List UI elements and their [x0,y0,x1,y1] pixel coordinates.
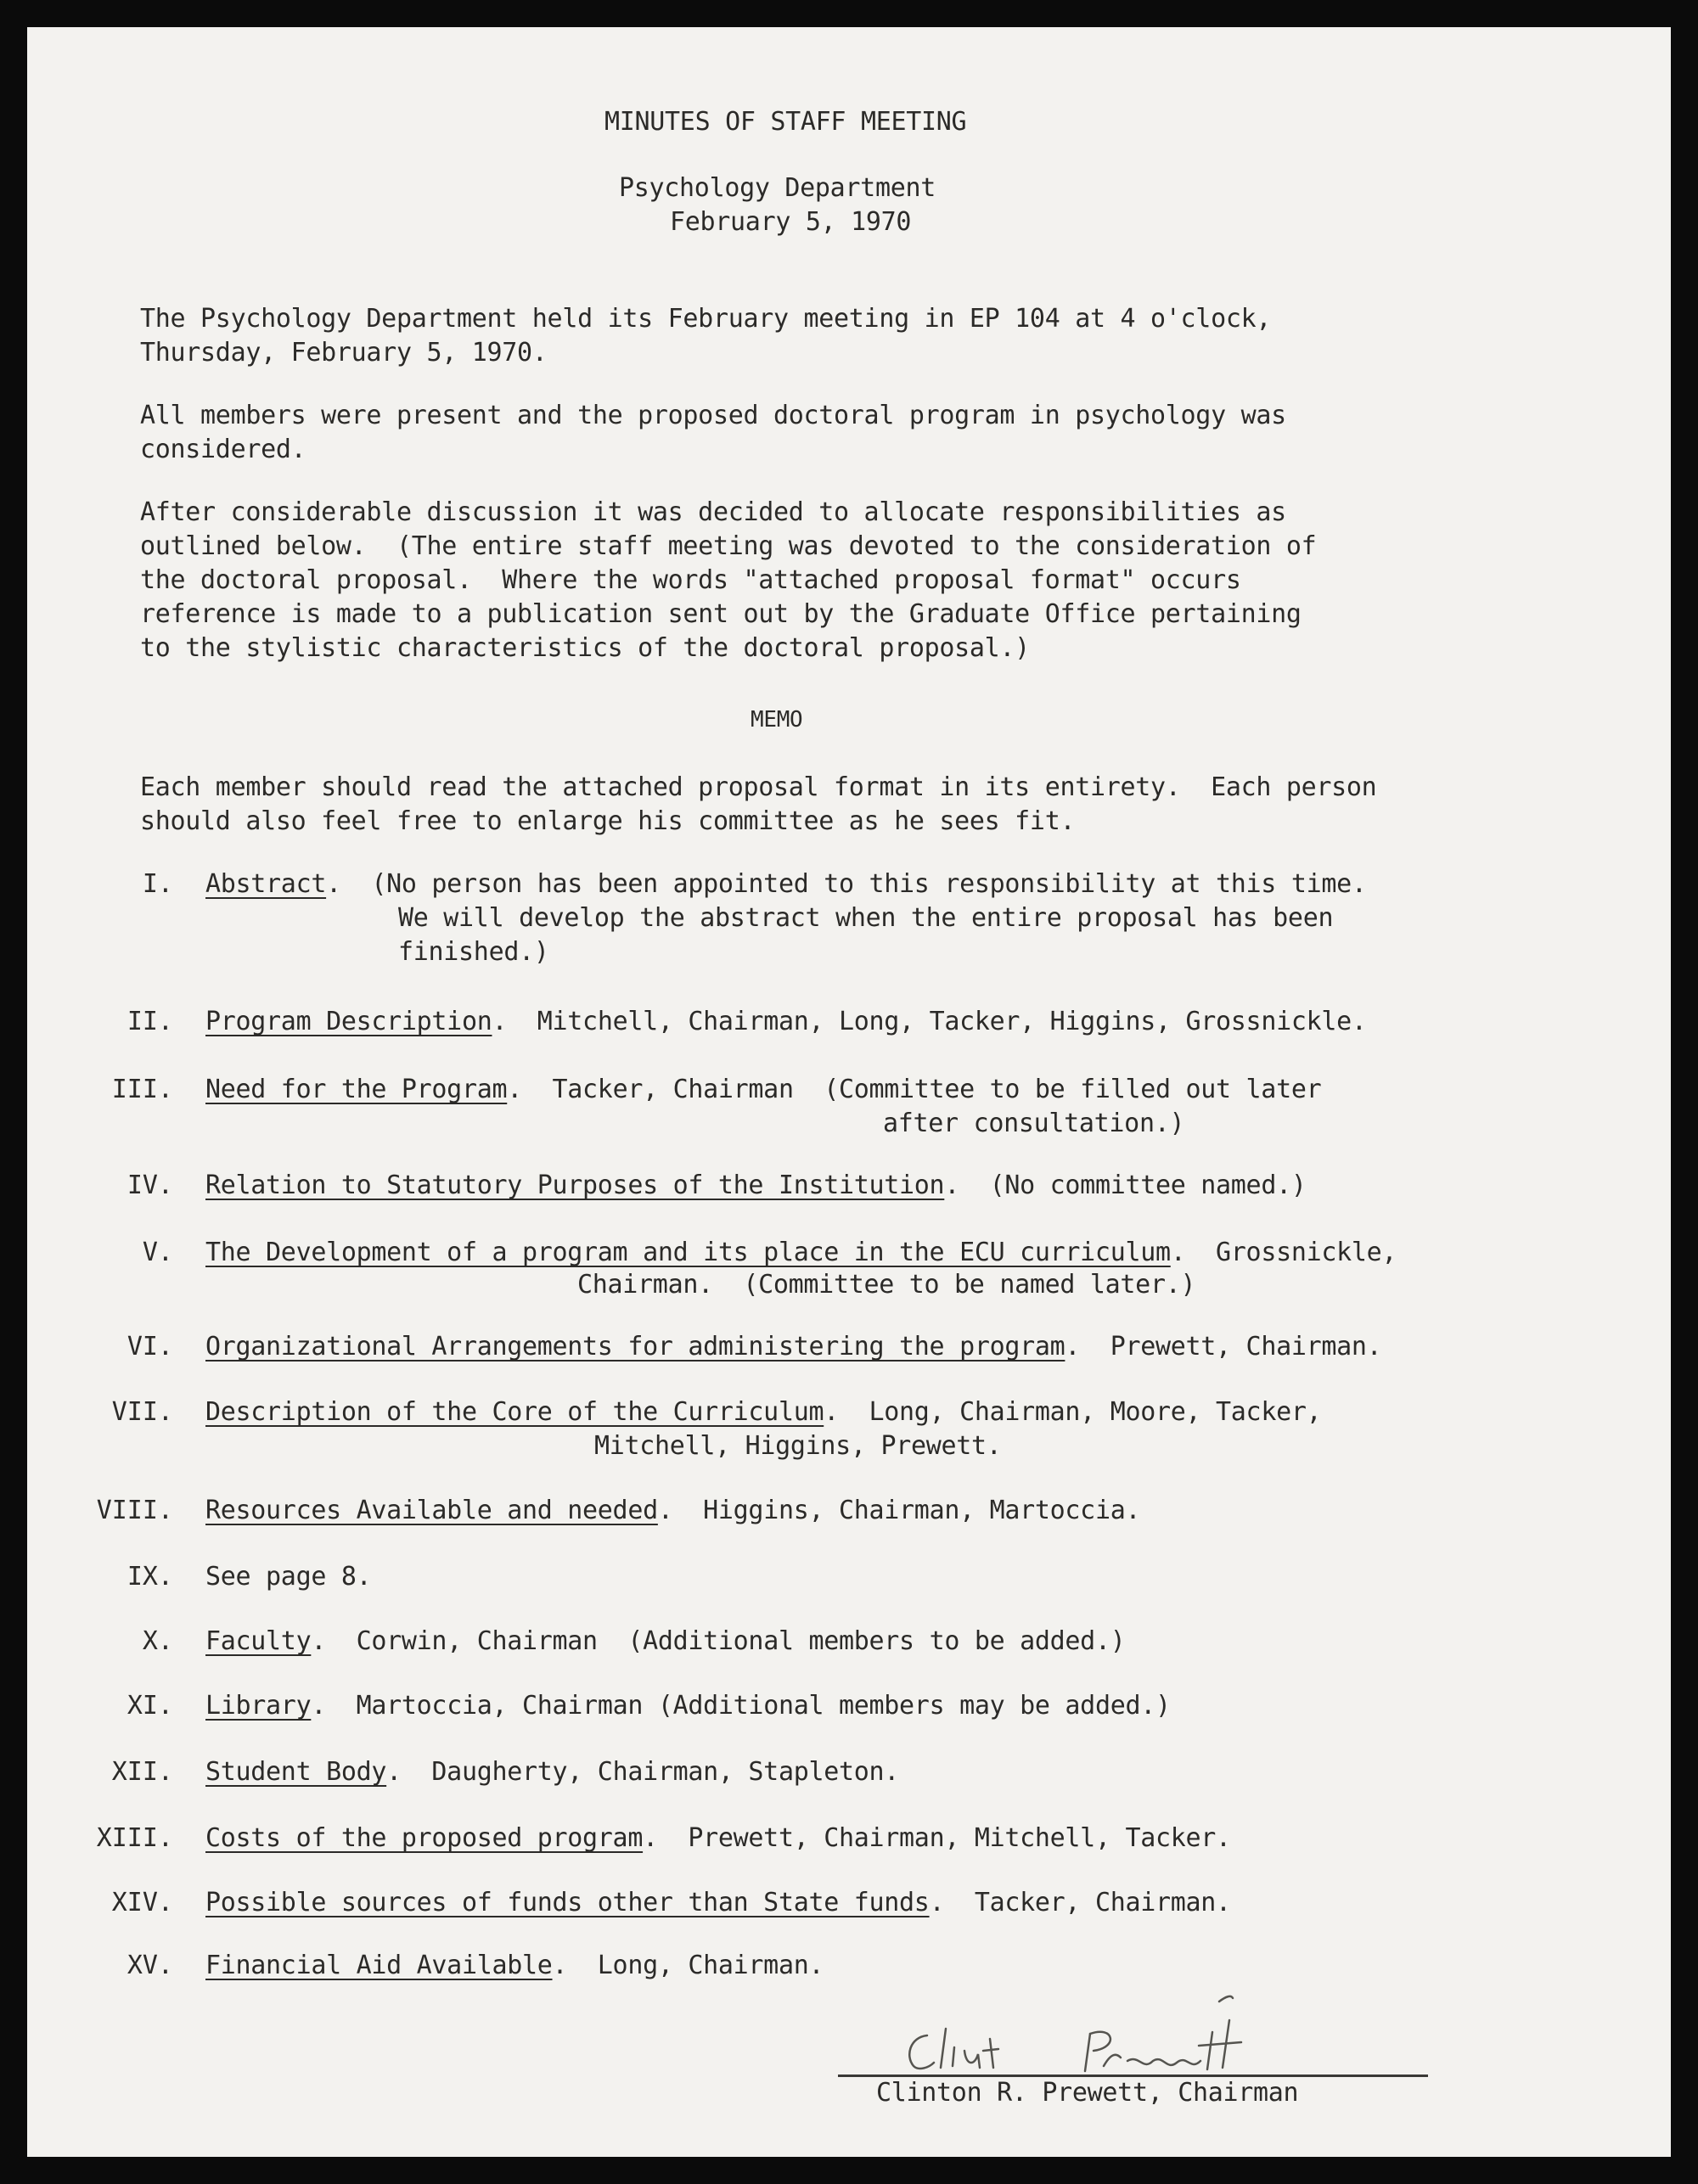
item-number: XIV. [111,1888,173,1917]
item-text: . Prewett, Chairman. [1065,1332,1382,1361]
item-text: . (No person has been appointed to this responsibility at this time. [326,869,1367,899]
department-name: Psychology Department [619,173,936,203]
paragraph-line: After considerable discussion it was decided to allocate responsibilities as [140,497,1286,527]
meeting-date: February 5, 1970 [670,207,912,237]
list-item [205,1755,899,1789]
document-page [27,27,1671,2157]
list-item [205,1949,824,1983]
list-item [205,1073,1321,1107]
list-item [205,1494,1140,1528]
paragraph-line: the doctoral proposal. Where the words "attached proposal format" occurs [140,565,1241,595]
item-text: . (No committee named.) [944,1171,1307,1200]
paragraph-line: outlined below. (The entire staff meeting was devoted to the consideration of [140,531,1317,561]
signatory-name: Clinton R. Prewett, Chairman [876,2078,1299,2108]
item-title: Costs of the proposed program [205,1823,644,1853]
item-title: Library [205,1691,312,1721]
item-text: . Tacker, Chairman. [929,1888,1231,1917]
item-text: . Grossnickle, [1170,1238,1397,1267]
item-text: . Higgins, Chairman, Martoccia. [657,1496,1141,1525]
list-item [205,1169,1307,1203]
list-item [205,1236,1397,1270]
list-item [205,1625,1125,1659]
item-continuation: Mitchell, Higgins, Prewett. [594,1431,1002,1461]
item-number: VIII. [96,1496,173,1525]
paragraph-line: reference is made to a publication sent out by the Graduate Office pertaining [140,599,1302,629]
item-title: Possible sources of funds other than State funds [205,1888,930,1917]
list-item [205,867,1367,901]
item-continuation: We will develop the abstract when the entire proposal has been [398,903,1334,933]
list-item [205,1395,1321,1429]
item-number: III. [111,1075,173,1104]
item-number: IX. [127,1562,173,1592]
item-title: Relation to Statutory Purposes of the Institution [205,1171,945,1200]
item-title: Financial Aid Available [205,1951,553,1980]
item-number: XI. [127,1691,173,1721]
item-continuation: after consultation.) [883,1109,1185,1138]
item-continuation: finished.) [398,937,549,967]
list-item [205,1560,371,1594]
document-title: MINUTES OF STAFF MEETING [604,107,967,137]
item-text: . Long, Chairman. [552,1951,824,1980]
handwritten-signature [893,1995,1369,2080]
item-text: . Prewett, Chairman, Mitchell, Tacker. [643,1823,1231,1853]
item-text: See page 8. [205,1562,372,1592]
paragraph-line: The Psychology Department held its February meeting in EP 104 at 4 o'clock, [140,304,1272,334]
paragraph-line: to the stylistic characteristics of the doctoral proposal.) [140,633,1030,663]
item-number: V. [142,1238,173,1267]
paragraph-line: All members were present and the proposed doctoral program in psychology was [140,401,1286,430]
item-title: Need for the Program [205,1075,508,1104]
item-title: Description of the Core of the Curriculum [205,1397,824,1427]
memo-heading: MEMO [751,707,803,733]
item-title: Organizational Arrangements for administering the program [205,1332,1065,1361]
item-text: . Corwin, Chairman (Additional members to be added.) [311,1626,1126,1656]
item-title: Faculty [205,1626,312,1656]
item-number: X. [142,1626,173,1656]
item-number: XII. [111,1757,173,1787]
item-title: Resources Available and needed [205,1496,658,1525]
item-number: IV. [127,1171,173,1200]
paragraph-line: considered. [140,435,306,464]
list-item [205,1886,1231,1920]
item-text: . Tacker, Chairman (Committee to be filled out later [507,1075,1322,1104]
item-text: . Martoccia, Chairman (Additional members may be added.) [311,1691,1171,1721]
item-number: XV. [127,1951,173,1980]
paragraph-line: should also feel free to enlarge his committee as he sees fit. [140,806,1076,836]
item-title: Program Description [205,1007,492,1036]
item-continuation: Chairman. (Committee to be named later.) [577,1270,1196,1300]
paragraph-line: Each member should read the attached proposal format in its entirety. Each person [140,772,1377,802]
item-title: Abstract [205,869,327,899]
item-number: XIII. [96,1823,173,1853]
item-number: II. [127,1007,173,1036]
item-title: Student Body [205,1757,387,1787]
item-text: . Mitchell, Chairman, Long, Tacker, Higgins, Grossnickle. [492,1007,1367,1036]
item-title: The Development of a program and its place in the ECU curriculum [205,1238,1171,1267]
item-text: . Long, Chairman, Moore, Tacker, [824,1397,1322,1427]
paragraph-line: Thursday, February 5, 1970. [140,338,548,368]
list-item [205,1005,1367,1039]
list-item [205,1689,1171,1723]
item-text: . Daugherty, Chairman, Stapleton. [386,1757,900,1787]
list-item [205,1822,1231,1856]
list-item [205,1330,1381,1364]
item-number: VII. [111,1397,173,1427]
item-number: I. [142,869,173,899]
item-number: VI. [127,1332,173,1361]
